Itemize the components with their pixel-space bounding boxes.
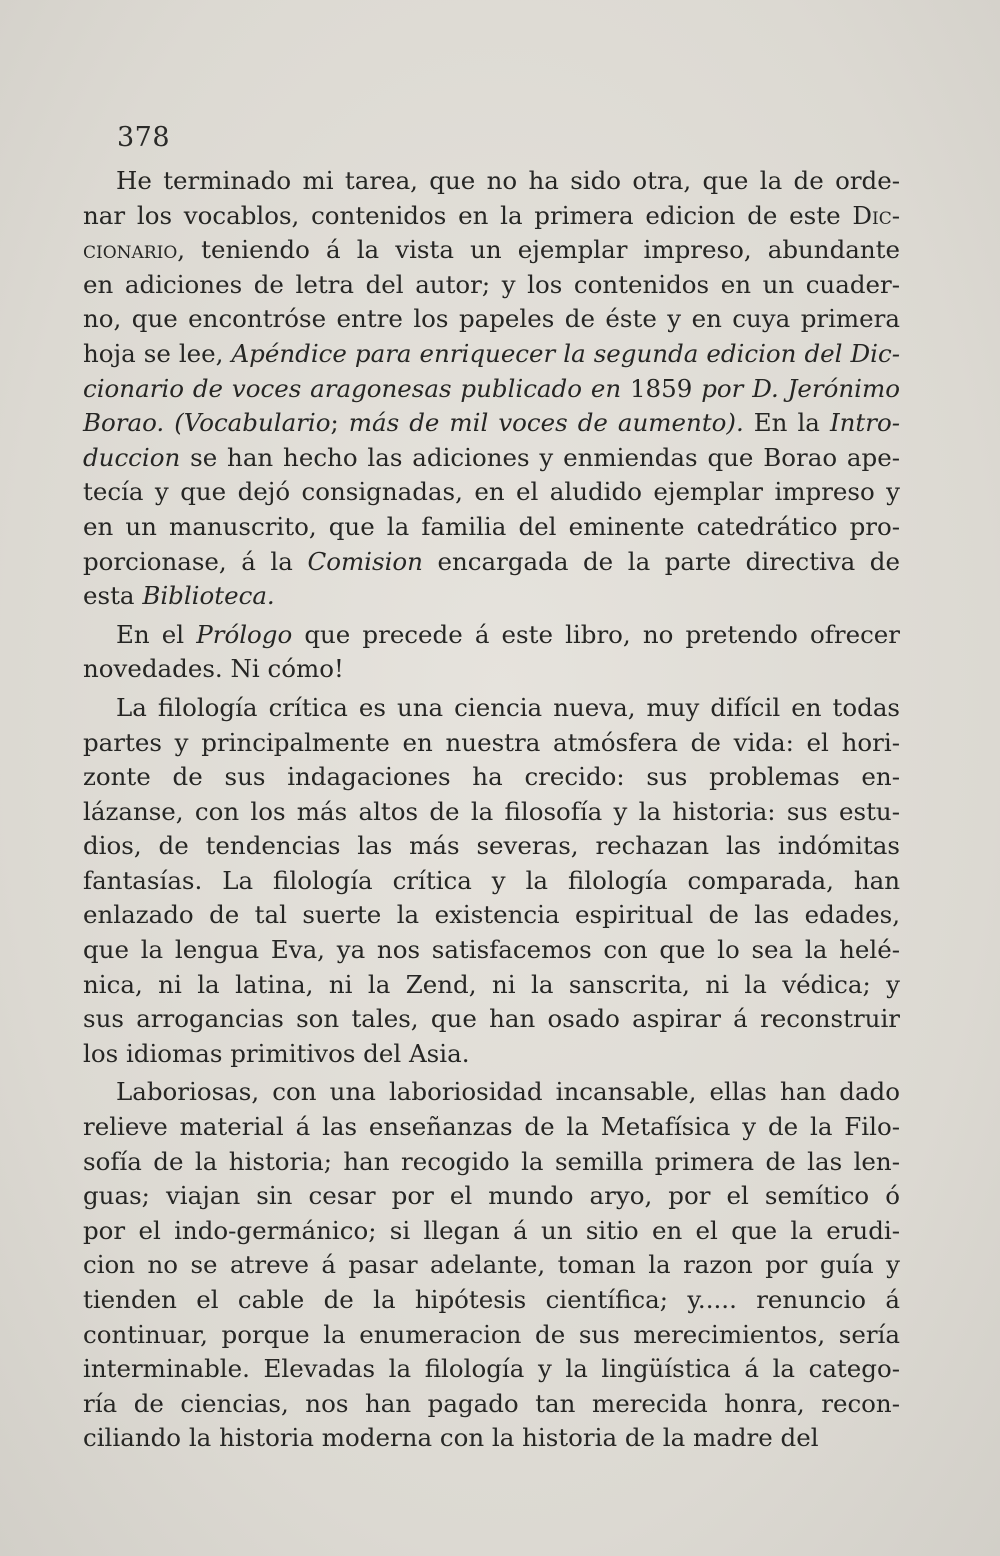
- text-line: [83, 579, 900, 614]
- paragraph: [83, 618, 900, 687]
- paragraph: [83, 691, 900, 1072]
- text-line: [83, 1037, 900, 1072]
- italic-text: Apéndice para enriquecer la segunda edicion del Dic-: [231, 338, 900, 368]
- text-line: [83, 1421, 900, 1456]
- text-line: [83, 864, 900, 899]
- italic-text: Comision: [307, 546, 423, 576]
- text-line: [83, 164, 900, 199]
- text-line: [83, 372, 900, 407]
- text-line: [83, 1145, 900, 1180]
- text-segment: La filología crítica es una ciencia nueva, muy difícil en todas: [116, 692, 900, 722]
- text-segment: que la lengua Eva, ya nos satisfacemos con que lo sea la helé-: [83, 935, 900, 965]
- italic-text: Borao. (Vocabulario: [83, 408, 331, 438]
- italic-text: Biblioteca.: [142, 581, 275, 611]
- text-line: [83, 898, 900, 933]
- text-line: [83, 545, 900, 580]
- page-number: 378: [117, 122, 171, 153]
- text-segment: partes y principalmente en nuestra atmósfera de vida: el hori-: [83, 727, 900, 757]
- text-segment: sus arrogancias son tales, que han osado aspirar á reconstruir: [83, 1004, 900, 1034]
- text-line: [83, 406, 900, 441]
- text-segment: sofía de la historia; han recogido la semilla primera de las len-: [83, 1146, 900, 1176]
- text-line: [83, 302, 900, 337]
- text-segment: interminable. Elevadas la filología y la lingüística á la catego-: [83, 1354, 900, 1384]
- text-segment: Laboriosas, con una laboriosidad incansable, ellas han dado: [116, 1077, 900, 1107]
- text-line: [83, 618, 900, 653]
- text-segment: En el: [116, 619, 197, 649]
- text-segment: 1859: [629, 373, 702, 403]
- text-line: [83, 510, 900, 545]
- text-line: [83, 933, 900, 968]
- text-line: [83, 475, 900, 510]
- text-segment: zonte de sus indagaciones ha crecido: sus problemas en-: [83, 762, 900, 792]
- text-segment: He terminado mi tarea, que no ha sido otra, que la de orde-: [116, 166, 900, 195]
- text-line: [83, 652, 900, 687]
- text-segment: encargada de la parte directiva de: [422, 546, 900, 576]
- text-segment: continuar, porque la enumeracion de sus merecimientos, sería: [83, 1319, 900, 1349]
- text-line: [83, 795, 900, 830]
- text-segment: ciliando la historia moderna con la historia de la madre del: [83, 1423, 819, 1453]
- italic-text: duccion: [83, 442, 181, 472]
- text-segment: tecía y que dejó consignadas, en el aludido ejemplar impreso y: [83, 477, 900, 507]
- text-segment: se han hecho las adiciones y enmiendas que Borao ape-: [180, 442, 900, 472]
- text-segment: ría de ciencias, nos han pagado tan merecida honra, recon-: [83, 1388, 900, 1418]
- text-line: [83, 1110, 900, 1145]
- text-segment: nar los vocablos, contenidos en la primera edicion de este: [83, 200, 853, 230]
- text-segment: fantasías. La filología crítica y la filología comparada, han: [83, 865, 900, 895]
- text-line: [83, 1352, 900, 1387]
- text-segment: en un manuscrito, que la familia del eminente catedrático pro-: [83, 511, 900, 541]
- italic-text: Prólogo: [196, 619, 293, 649]
- text-segment: porcionase, á la: [83, 546, 308, 576]
- text-segment: , teniendo á la vista un ejemplar impreso, abundante: [177, 235, 900, 265]
- italic-text: cionario de voces aragonesas publicado en: [83, 373, 630, 403]
- italic-text: más de mil voces de aumento).: [348, 408, 744, 438]
- text-line: [83, 726, 900, 761]
- text-line: [83, 199, 900, 234]
- text-segment: relieve material á las enseñanzas de la Metafísica y de la Filo-: [83, 1112, 900, 1142]
- text-segment: que precede á este libro, no pretendo ofrecer: [292, 619, 900, 649]
- small-caps-text: Dic-: [852, 200, 900, 230]
- text-segment: los idiomas primitivos del Asia.: [83, 1038, 470, 1068]
- text-segment: lázanse, con los más altos de la filosofía y la historia: sus estu-: [83, 796, 900, 826]
- text-line: [83, 441, 900, 476]
- text-line: [83, 760, 900, 795]
- text-line: [83, 691, 900, 726]
- text-segment: nica, ni la latina, ni la Zend, ni la sanscrita, ni la védica; y: [83, 969, 900, 999]
- text-segment: guas; viajan sin cesar por el mundo aryo, por el semítico ó: [83, 1181, 900, 1211]
- text-segment: tienden el cable de la hipótesis científica; y..... renuncio á: [83, 1285, 900, 1314]
- body-text: [83, 164, 900, 1456]
- text-segment: por el indo-germánico; si llegan á un sitio en el que la erudi-: [83, 1215, 900, 1245]
- text-line: [83, 829, 900, 864]
- text-line: [83, 1387, 900, 1422]
- text-line: [83, 1283, 900, 1318]
- text-line: [83, 1318, 900, 1353]
- text-segment: enlazado de tal suerte la existencia espiritual de las edades,: [83, 900, 900, 930]
- text-line: [83, 1214, 900, 1249]
- text-line: [83, 337, 900, 372]
- text-line: [83, 233, 900, 268]
- text-segment: ;: [330, 408, 349, 438]
- text-segment: dios, de tendencias las más severas, rechazan las indómitas: [83, 831, 900, 861]
- paragraph: [83, 1075, 900, 1456]
- text-segment: hoja se lee,: [83, 338, 232, 368]
- text-segment: esta: [83, 581, 143, 611]
- text-segment: no, que encontróse entre los papeles de éste y en cuya primera: [83, 304, 900, 334]
- text-segment: novedades. Ni cómo!: [83, 654, 344, 684]
- text-line: [83, 1179, 900, 1214]
- text-segment: En la: [743, 408, 830, 438]
- italic-text: por D. Jerónimo: [701, 373, 900, 403]
- text-segment: cion no se atreve á pasar adelante, toman la razon por guía y: [83, 1250, 900, 1280]
- small-caps-text: cionario: [83, 235, 178, 265]
- text-line: [83, 1002, 900, 1037]
- text-line: [83, 1075, 900, 1110]
- italic-text: Intro-: [829, 408, 900, 438]
- text-segment: en adiciones de letra del autor; y los contenidos en un cuader-: [83, 269, 900, 299]
- text-line: [83, 268, 900, 303]
- paragraph: [83, 164, 900, 614]
- text-line: [83, 968, 900, 1003]
- text-line: [83, 1248, 900, 1283]
